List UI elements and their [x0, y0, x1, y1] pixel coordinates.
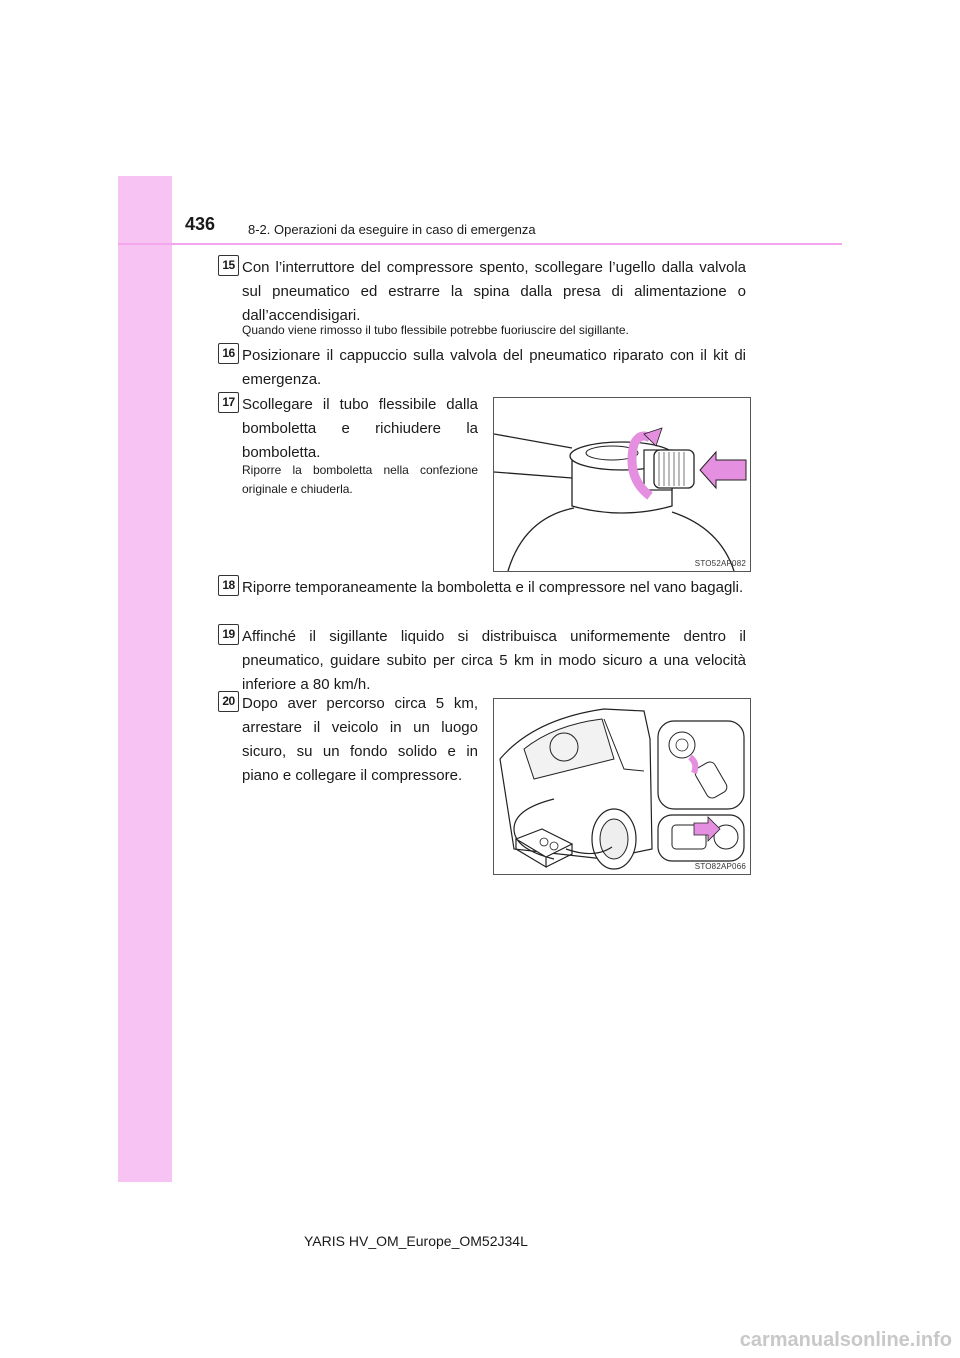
car-compressor-illustration	[494, 699, 750, 874]
step-number-19: 19	[218, 624, 239, 645]
step-text-20: Dopo aver percorso circa 5 km, arrestare il veicolo in un luogo sicuro, su un fondo solido e in piano e collegare il compressore.	[242, 695, 478, 784]
step-text-19: Affinché il sigillante liquido si distribuisca uniformemente dentro il pneumatico, guidare subito per circa 5 km in modo sicuro a una velocità inferiore a 80 km/h.	[242, 628, 746, 693]
step-number-15: 15	[218, 255, 239, 276]
step-text-16: Posizionare il cappuccio sulla valvola del pneumatico riparato con il kit di emergenza.	[242, 347, 746, 388]
step-number-17: 17	[218, 392, 239, 413]
page-number: 436	[185, 214, 216, 234]
figure-car-compressor	[493, 698, 751, 875]
bottle-cap-illustration	[494, 398, 750, 571]
figure-bottle-cap	[493, 397, 751, 572]
step-number-20: 20	[218, 691, 239, 712]
section-title: 8-2. Operazioni da eseguire in caso di emergenza	[248, 222, 536, 237]
chapter-side-band	[118, 176, 172, 1182]
watermark: carmanualsonline.info	[739, 1329, 952, 1351]
step-number-16: 16	[218, 343, 239, 364]
figure-code: STO82AP066	[694, 862, 746, 871]
step-number-18: 18	[218, 575, 239, 596]
step-note-15: Quando viene rimosso il tubo flessibile potrebbe fuoriuscire del sigillante.	[242, 323, 629, 337]
step-note-17: Riporre la bomboletta nella confezione originale e chiuderla.	[242, 463, 478, 496]
step-text-18: Riporre temporaneamente la bomboletta e il compressore nel vano bagagli.	[242, 579, 744, 596]
step-text-17: Scollegare il tubo flessibile dalla bomboletta e richiudere la bomboletta.	[242, 396, 478, 461]
figure-code: STO52AP082	[694, 559, 746, 568]
step-text-15: Con l’interruttore del compressore spento, scollegare l’ugello dalla valvola sul pneumatico ed estrarre la spina dalla presa di alimentazione o dall’accendisigari.	[242, 259, 746, 324]
header-rule	[118, 243, 842, 245]
manual-footer: YARIS HV_OM_Europe_OM52J34L	[304, 1233, 528, 1249]
